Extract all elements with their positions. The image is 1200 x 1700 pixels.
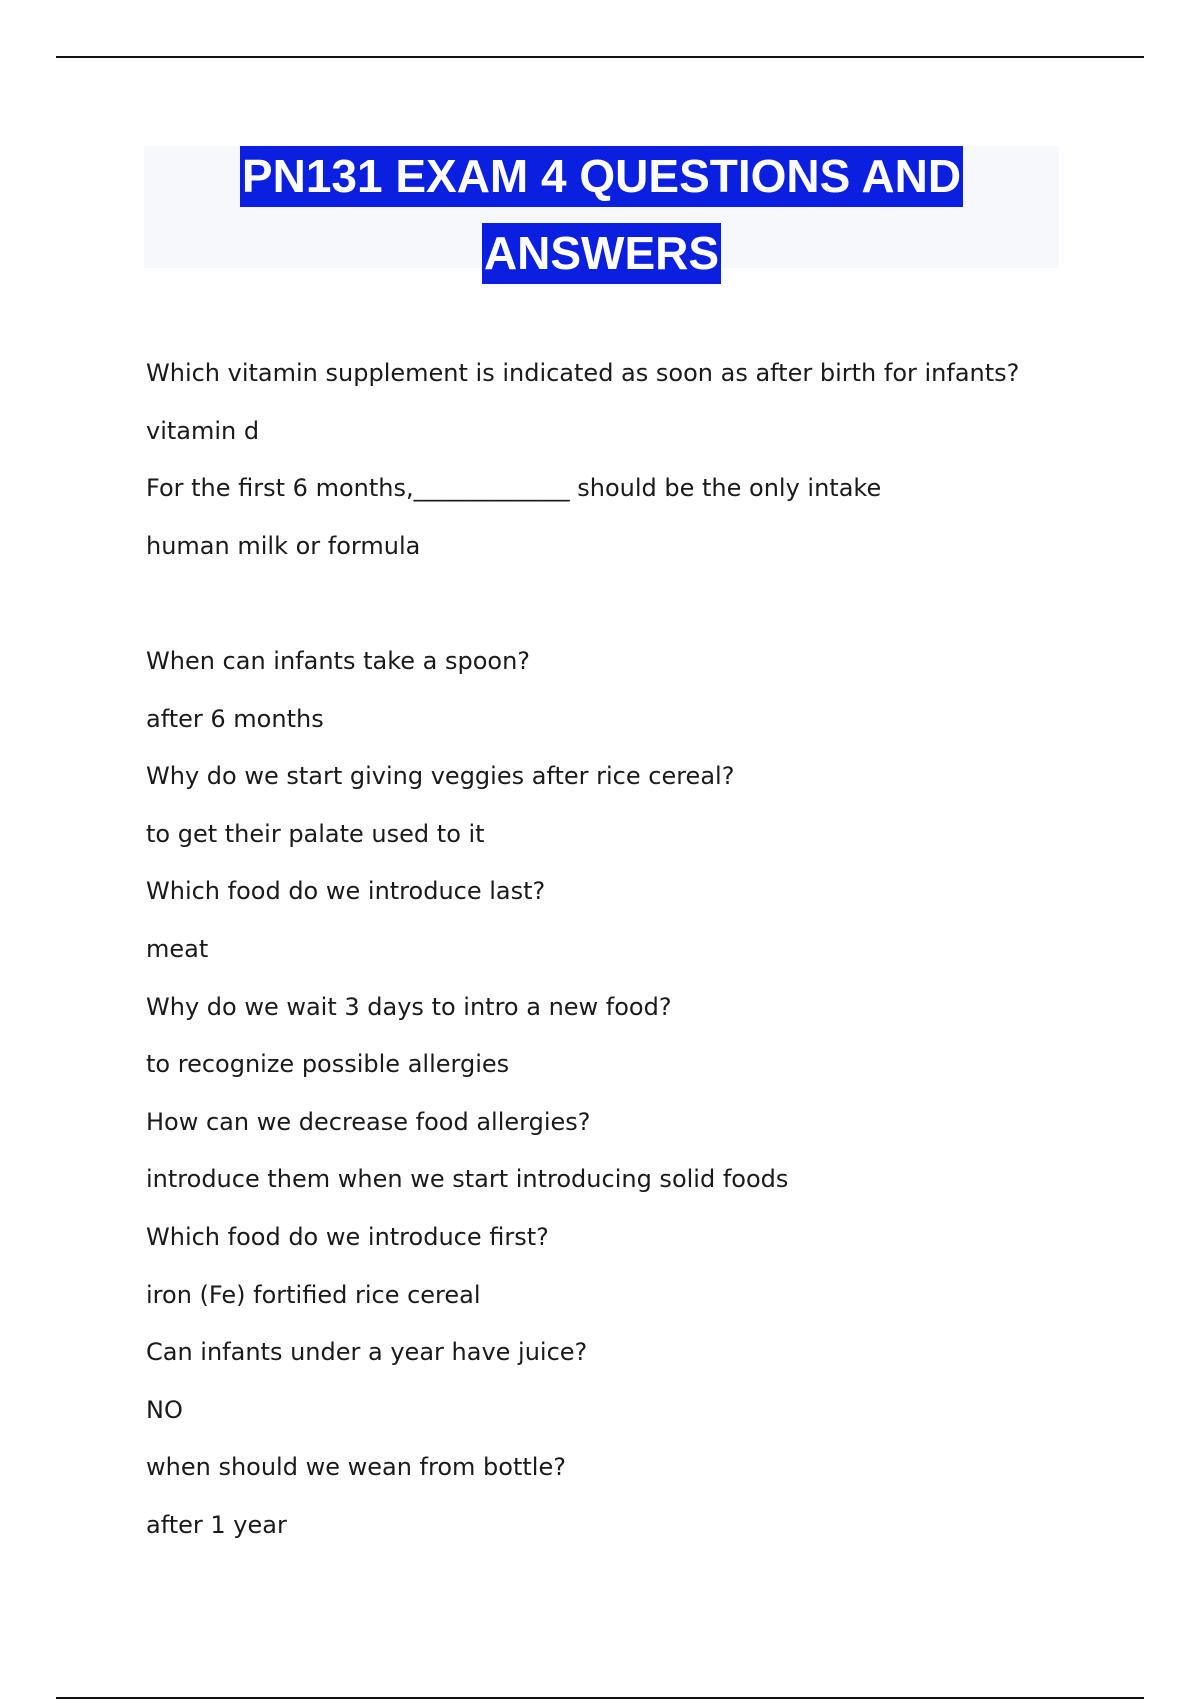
title-banner (144, 146, 1059, 279)
footer-rule (56, 1697, 1144, 1699)
question-line: Why do we wait 3 days to intro a new food? (146, 992, 672, 1021)
document-title-line-2: ANSWERS (482, 223, 721, 284)
answer-line: after 1 year (146, 1510, 287, 1539)
header-rule (56, 56, 1144, 58)
question-line: Which food do we introduce last? (146, 877, 546, 906)
question-line: How can we decrease food allergies? (146, 1107, 591, 1136)
question-line: Which vitamin supplement is indicated as soon as after birth for infants? (146, 359, 1020, 387)
document-title-line-1: PN131 EXAM 4 QUESTIONS AND (240, 146, 963, 207)
answer-line: vitamin d (146, 416, 260, 445)
question-line: When can infants take a spoon? (146, 646, 531, 675)
answer-line: to get their palate used to it (146, 819, 485, 848)
answer-line: human milk or formula (146, 531, 421, 560)
question-line: Which food do we introduce first? (146, 1222, 549, 1251)
question-line: For the first 6 months,_____________ should be the only intake (146, 474, 882, 503)
answer-line: introduce them when we start introducing solid foods (146, 1165, 789, 1194)
answer-line: meat (146, 934, 209, 963)
question-line: Why do we start giving veggies after rice cereal? (146, 762, 735, 791)
answer-line: after 6 months (146, 704, 324, 733)
answer-line: iron (Fe) fortified rice cereal (146, 1280, 481, 1309)
blank-line (146, 580, 1106, 638)
question-line: when should we wean from bottle? (146, 1453, 566, 1482)
answer-line: to recognize possible allergies (146, 1050, 510, 1079)
answer-line: NO (146, 1395, 183, 1424)
question-line: Can infants under a year have juice? (146, 1338, 588, 1367)
qa-list (146, 350, 1106, 1559)
